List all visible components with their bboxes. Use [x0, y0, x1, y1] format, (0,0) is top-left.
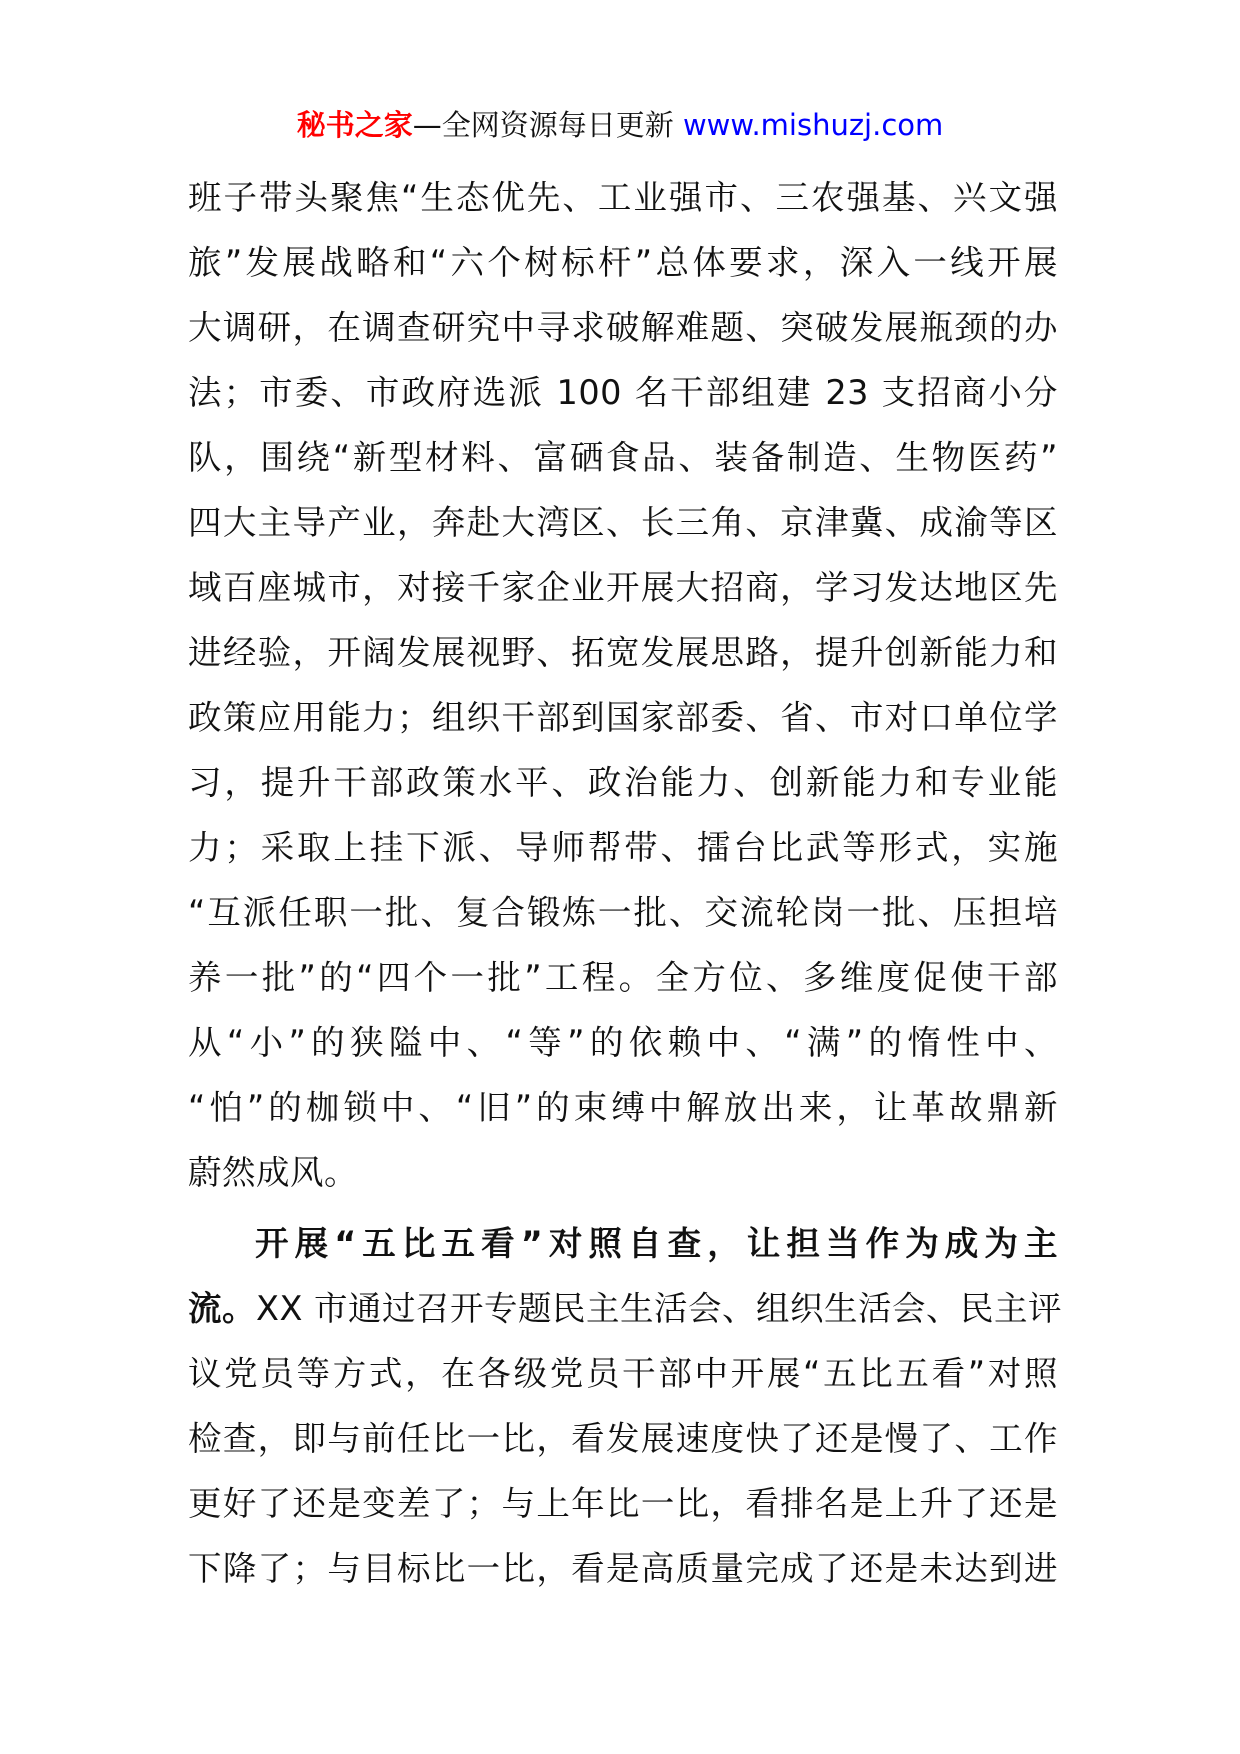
- text-line: 大调研，在调查研究中寻求破解难题、突破发展瓶颈的办: [188, 308, 1058, 347]
- paragraph-1: [188, 165, 1058, 1205]
- text-line: 议党员等方式，在各级党员干部中开展“五比五看”对照: [188, 1354, 1058, 1393]
- text-line: 进经验，开阔发展视野、拓宽发展思路，提升创新能力和: [188, 633, 1058, 672]
- section-heading-end: 流。: [188, 1289, 256, 1328]
- section-heading: 开展“五比五看”对照自查，让担当作为成为主: [255, 1224, 1058, 1263]
- text-line: “互派任职一批、复合锻炼一批、交流轮岗一批、压担培: [188, 893, 1058, 932]
- paragraph-2: [188, 1211, 1063, 1601]
- text-line: 检查，即与前任比一比，看发展速度快了还是慢了、工作: [188, 1419, 1058, 1458]
- text-line-mixed: [188, 1276, 1063, 1341]
- text-line: 队，围绕“新型材料、富硒食品、装备制造、生物医药”: [188, 438, 1058, 477]
- header-url[interactable]: www.mishuzj.com: [682, 108, 944, 142]
- text-line: 班子带头聚焦“生态优先、工业强市、三农强基、兴文强: [188, 178, 1058, 217]
- text-line: 从“小”的狭隘中、“等”的依赖中、“满”的惰性中、: [188, 1023, 1058, 1062]
- text-line: 力；采取上挂下派、导师帮带、擂台比武等形式，实施: [188, 828, 1058, 867]
- text-line-rest: XX 市通过召开专题民主生活会、组织生活会、民主评: [256, 1289, 1063, 1328]
- text-line: 域百座城市，对接千家企业开展大招商，学习发达地区先: [188, 568, 1058, 607]
- header-tagline: —全网资源每日更新: [412, 108, 683, 142]
- page-header: [0, 103, 1240, 147]
- text-line: 下降了；与目标比一比，看是高质量完成了还是未达到进: [188, 1549, 1058, 1588]
- document-body: [188, 165, 1063, 1601]
- text-line: 政策应用能力；组织干部到国家部委、省、市对口单位学: [188, 698, 1058, 737]
- text-line: 四大主导产业，奔赴大湾区、长三角、京津冀、成渝等区: [188, 503, 1058, 542]
- text-line: 习，提升干部政策水平、政治能力、创新能力和专业能: [188, 763, 1058, 802]
- text-line: 养一批”的“四个一批”工程。全方位、多维度促使干部: [188, 958, 1058, 997]
- brand-name: 秘书之家: [296, 108, 413, 142]
- text-line: 更好了还是变差了；与上年比一比，看排名是上升了还是: [188, 1484, 1058, 1523]
- text-line: 蔚然成风。: [188, 1153, 358, 1192]
- text-line: 法；市委、市政府选派 100 名干部组建 23 支招商小分: [188, 373, 1058, 412]
- text-line: 旅”发展战略和“六个树标杆”总体要求，深入一线开展: [188, 243, 1058, 282]
- text-line: “怕”的枷锁中、“旧”的束缚中解放出来，让革故鼎新: [188, 1088, 1058, 1127]
